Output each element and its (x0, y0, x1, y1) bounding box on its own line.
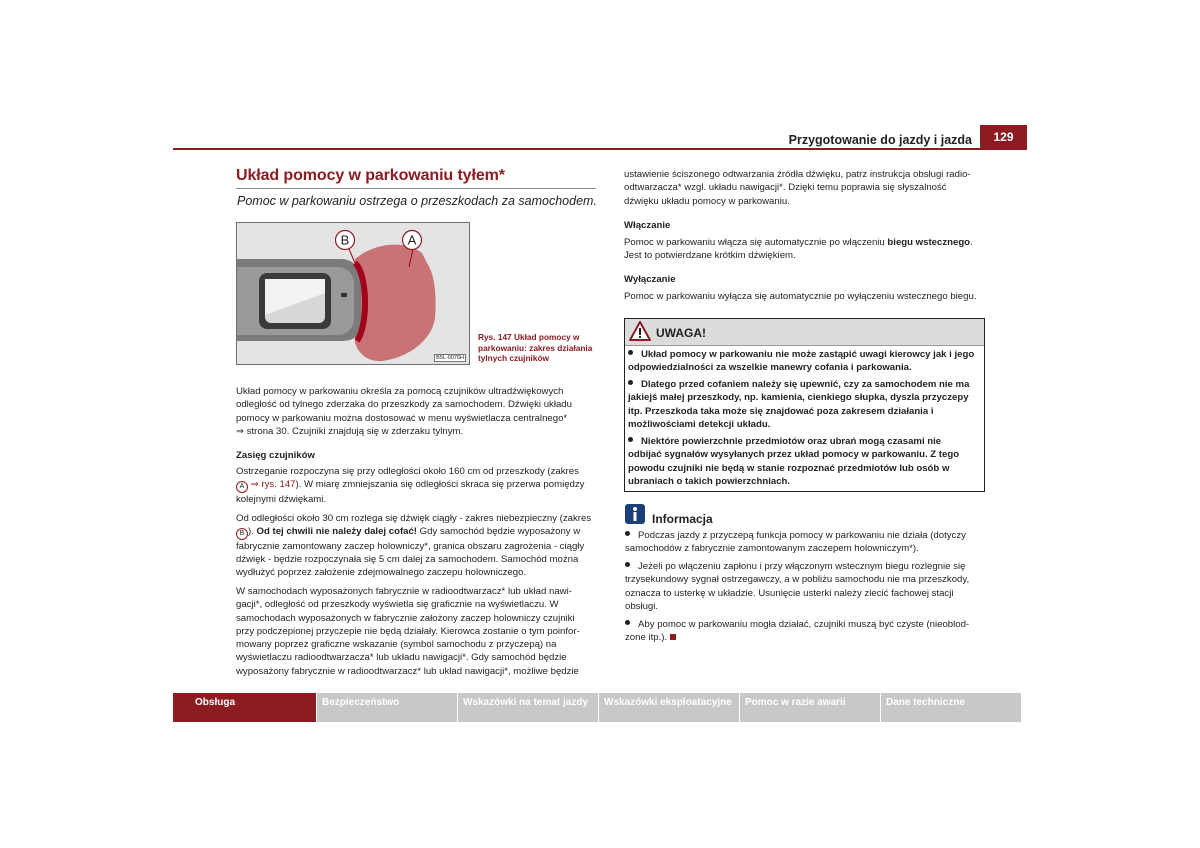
info-item (625, 529, 985, 556)
bullet-icon (628, 437, 633, 442)
tab-wskazowki-jazdy[interactable]: Wskazówki na temat jazdy (458, 693, 598, 722)
bullet-icon (625, 531, 630, 536)
text-span: Podczas jazdy z przyczepą funkcja pomocy w parkowaniu nie działa (dotyczy (638, 530, 966, 541)
text-line: itp. Przeszkoda taka może się znajdować poza zakresem działania i (628, 405, 934, 417)
text-line: kolejnymi dźwiękami. (236, 493, 327, 505)
text-line: W samochodach wyposażonych fabrycznie w radioodtwarzacz* lub układ nawi- (236, 586, 572, 597)
text-line: samochodach wyposażonych w fabrycznie założony zaczep holowniczy czujniki (236, 612, 575, 624)
text-line: dźwięk - będzie rozpoczynała się 5 cm dalej za samochodem. Samochód można (236, 554, 579, 566)
chapter-nav-bar (173, 693, 1027, 722)
text-line: Jest to potwierdzane krótkim dźwiękiem. (624, 250, 796, 262)
text-span: Aby pomoc w parkowaniu mogła działać, czujniki muszą być czyste (nieoblod- (638, 619, 970, 630)
enable-heading: Włączanie (624, 220, 671, 231)
text-line: Od odległości około 30 cm rozlega się dźwięk ciągły - zakres niebezpieczny (zakres (236, 513, 592, 524)
text-line: fabrycznie zamontowany zaczep holowniczy*, granica obszaru zagrożenia - ciągły (236, 540, 585, 552)
bullet-icon (625, 562, 630, 567)
zone-b-marker: B (236, 528, 248, 540)
figure-caption (478, 332, 598, 364)
text-line: odbijać sygnałów wysyłanych przez układ pomocy w parkowaniu. Z tego (628, 449, 960, 461)
text-line: obsługi. (625, 600, 659, 612)
continuation-paragraph (624, 168, 986, 208)
text-line: ⇒ strona 30. Czujniki znajdują się w zderzaku tylnym. (236, 425, 464, 437)
car-top-view-illustration (237, 223, 469, 364)
section-subtitle: Pomoc w parkowaniu ostrzega o przeszkodach za samochodem. (237, 194, 597, 208)
warning-triangle-icon (629, 321, 651, 341)
text-line: gacji*, odległość od przeszkody wyświetla się graficznie na wyświetlaczu. W (236, 599, 559, 611)
tab-dane-techniczne[interactable]: Dane techniczne (881, 693, 1021, 722)
text-line: oznacza to usterkę w układzie. Usunięcie usterki należy zlecić fachowej stacji (625, 587, 954, 599)
running-header-title: Przygotowanie do jazdy i jazda (788, 133, 972, 147)
text-line: mowany poprzez graficzne wskazanie (symbol samochodu z przyczepą) na (236, 639, 557, 651)
text-span: Układ pomocy w parkowaniu nie może zastąpić uwagi kierowcy jak i jego (641, 349, 975, 360)
range-paragraph-2 (236, 512, 598, 580)
warning-item (628, 378, 980, 432)
page-number: 129 (980, 125, 1027, 149)
warning-item (628, 435, 980, 489)
text-line: ustawienie ściszonego odtwarzania źródła dźwięku, patrz instrukcja obsługi radio- (624, 169, 971, 180)
end-marker-icon (670, 634, 676, 640)
text-span: . (970, 237, 973, 248)
caption-line: tylnych czujników (478, 353, 549, 363)
bullet-icon (625, 620, 630, 625)
text-span: Pomoc w parkowaniu włącza się automatycznie po włączeniu (624, 237, 888, 248)
text-line (624, 236, 986, 249)
text-line: możliwościami detekcji układu. (628, 419, 771, 431)
label-a: A (407, 232, 417, 248)
text-span: Dlatego przed cofaniem należy się upewnić, czy za samochodem nie ma (641, 379, 970, 390)
warning-emphasis: Od tej chwili nie należy dalej cofać! (256, 526, 418, 538)
header-rule (173, 148, 1027, 150)
text-line: odpowiedzialności za wszelkie manewry cofania i parkowania. (628, 362, 912, 374)
info-icon (625, 504, 645, 524)
text-line: wyposażony fabrycznie w radioodtwarzacz* lub układ nawigacji*, możliwe będzie (236, 665, 579, 677)
warning-title: UWAGA! (656, 326, 706, 340)
text-line (628, 378, 980, 391)
warning-box (624, 318, 985, 492)
radio-paragraph (236, 585, 598, 678)
range-heading: Zasięg czujników (236, 450, 315, 461)
text-line: odległość od tylnego zderzaka do przeszkody za samochodem. Dźwięki układu (236, 399, 572, 411)
text-line: odtwarzacza* wzgl. układu nawigacji*. Dzięki temu poprawia się słyszalność (624, 182, 947, 194)
text-span: Niektóre powierzchnie przedmiotów oraz ubrań mogą czasami nie (641, 436, 942, 447)
text-line (236, 525, 598, 540)
text-line: Układ pomocy w parkowaniu określa za pomocą czujników ultradźwiękowych (236, 386, 564, 397)
bullet-icon (628, 350, 633, 355)
disable-paragraph: Pomoc w parkowaniu wyłącza się automatycznie po wyłączeniu wstecznego biegu. (624, 291, 977, 302)
section-title: Układ pomocy w parkowaniu tyłem* (236, 167, 505, 184)
text-span: ). W miarę zmniejszania się odległości skraca się przerwa pomiędzy (295, 479, 585, 491)
bullet-icon (628, 380, 633, 385)
text-line: pomocy w parkowaniu można dostosować w menu wyświetlacza centralnego* (236, 412, 568, 424)
reverse-gear-emphasis: biegu wstecznego (887, 237, 971, 248)
enable-paragraph (624, 236, 986, 263)
title-rule (236, 188, 596, 189)
text-line: dźwięku układu pomocy w parkowaniu. (624, 195, 790, 207)
info-title: Informacja (652, 512, 713, 526)
text-line (625, 560, 985, 573)
text-span: zone itp.). (625, 632, 668, 644)
text-span: ). (248, 526, 257, 538)
text-line: wyświetlaczu radioodtwarzacza* lub układu nawigacji*. Gdy samochód będzie (236, 652, 567, 664)
text-line: wydłużyć poprzez założenie zdejmowalnego zaczepu holowniczego. (236, 567, 527, 579)
caption-line: Rys. 147 Układ pomocy w (478, 332, 580, 342)
text-line: powodu czujniki nie będą w stanie rozpoznać przedmiotów lub osób w (628, 462, 950, 474)
parking-sensor-figure (236, 222, 470, 365)
intro-paragraph (236, 385, 598, 438)
text-line: Ostrzeganie rozpoczyna się przy odległości około 160 cm od przeszkody (zakres (236, 466, 579, 477)
tab-wskazowki-eksploatacyjne[interactable]: Wskazówki eksploatacyjne (599, 693, 739, 722)
label-b: B (340, 232, 350, 248)
info-item (625, 560, 985, 613)
figure-link[interactable]: ⇒ rys. 147 (248, 479, 296, 491)
info-item (625, 618, 985, 645)
text-span: Gdy samochód będzie wyposażony w (417, 526, 581, 538)
text-line (625, 618, 985, 631)
text-line: samochodów z fabrycznie zamontowanym zaczepem holowniczym*). (625, 543, 919, 555)
text-line (625, 529, 985, 542)
warning-header (625, 319, 984, 346)
text-line (628, 435, 980, 448)
tab-obsluga[interactable]: Obsługa (173, 693, 316, 722)
figure-code: B5L-0076H (436, 355, 464, 361)
text-line: przy podczepionej przyczepie nie będą działały. Kierowca zostanie o tym poinfor- (236, 625, 580, 637)
caption-line: parkowaniu: zakres działania (478, 342, 593, 353)
text-span: Jeżeli po włączeniu zapłonu i przy włączonym wstecznym biegu rozlegnie się (638, 561, 966, 572)
tab-pomoc-awarii[interactable]: Pomoc w razie awarii (740, 693, 880, 722)
text-line: ubraniach o takich powierzchniach. (628, 476, 791, 488)
text-line (625, 631, 985, 644)
text-line (236, 478, 598, 493)
text-line: jakiejś małej przeszkody, np. kamienia, cienkiego słupka, dyszla przyczepy (628, 392, 969, 404)
tab-bezpieczenstwo[interactable]: Bezpieczeństwo (317, 693, 457, 722)
warning-item (628, 348, 980, 375)
text-line: trzysekundowy sygnał ostrzegawczy, a w pobliżu samochodu nie ma przeszkody, (625, 574, 970, 586)
range-paragraph-1 (236, 465, 598, 506)
disable-heading: Wyłączanie (624, 274, 676, 285)
zone-a-marker: A (236, 481, 248, 493)
text-line (628, 348, 980, 361)
